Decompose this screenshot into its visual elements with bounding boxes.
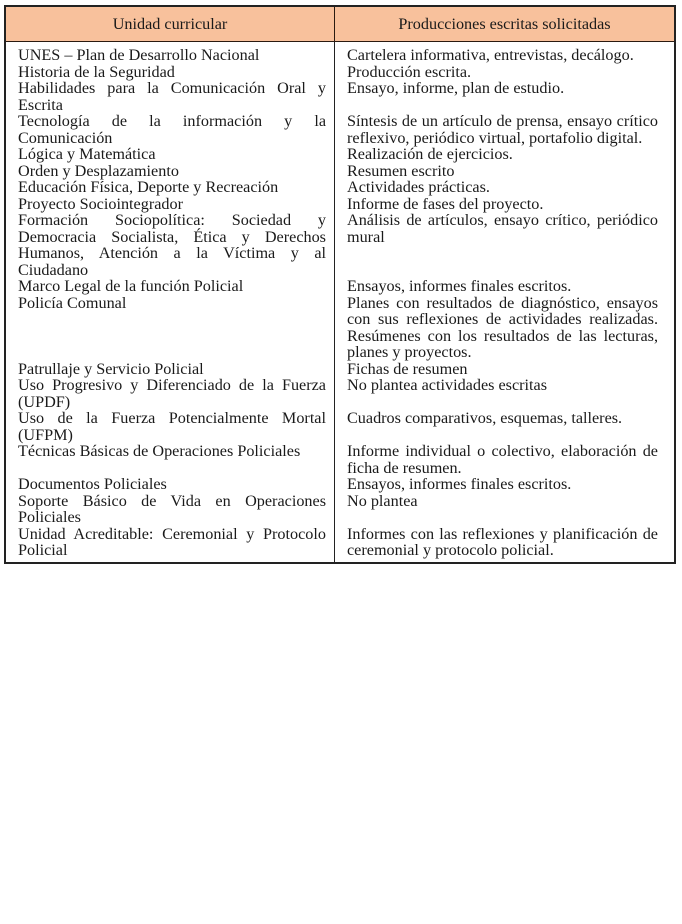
produccion-text: No plantea bbox=[347, 491, 418, 510]
cell-unidad-curricular bbox=[5, 410, 335, 443]
produccion-text: Ensayos, informes finales escritos. bbox=[347, 475, 572, 493]
cell-unidad-curricular bbox=[5, 113, 335, 146]
cell-unidad-curricular bbox=[5, 163, 335, 180]
table-row bbox=[5, 163, 675, 180]
produccion-text: Resumen escrito bbox=[347, 161, 455, 180]
table-row bbox=[5, 493, 675, 526]
cell-produccion-escrita bbox=[335, 476, 676, 493]
cell-unidad-curricular bbox=[5, 377, 335, 410]
curricular-table bbox=[4, 5, 676, 564]
produccion-text: Planes con resultados de diagnóstico, ensayos con sus reflexiones de actividades realizadas. Resúmenes con los resultados de las lecturas, planes y proyectos. bbox=[347, 293, 658, 361]
cell-unidad-curricular bbox=[5, 361, 335, 378]
unidad-text: Patrullaje y Servicio Policial bbox=[18, 359, 204, 378]
unidad-text: Educación Física, Deporte y Recreación bbox=[18, 178, 279, 196]
cell-produccion-escrita bbox=[335, 526, 676, 563]
table-row bbox=[5, 278, 675, 295]
table-row bbox=[5, 526, 675, 563]
produccion-text: Ensayo, informe, plan de estudio. bbox=[347, 79, 565, 97]
unidad-text: Formación Sociopolítica: Sociedad y Democracia Socialista, Ética y Derechos Humanos, Atención a la Víctima y al Ciudadano bbox=[18, 211, 326, 279]
cell-produccion-escrita bbox=[335, 80, 676, 113]
table-row bbox=[5, 361, 675, 378]
table-row bbox=[5, 179, 675, 196]
cell-unidad-curricular bbox=[5, 526, 335, 563]
produccion-text: Informe de fases del proyecto. bbox=[347, 194, 544, 213]
cell-produccion-escrita bbox=[335, 295, 676, 361]
cell-unidad-curricular bbox=[5, 443, 335, 476]
produccion-text: Producción escrita. bbox=[347, 62, 472, 81]
cell-unidad-curricular bbox=[5, 146, 335, 163]
cell-unidad-curricular bbox=[5, 80, 335, 113]
unidad-text: Documentos Policiales bbox=[18, 475, 167, 493]
produccion-text: Realización de ejercicios. bbox=[347, 145, 513, 163]
table-row bbox=[5, 410, 675, 443]
unidad-text: Habilidades para la Comunicación Oral y Escrita bbox=[18, 79, 326, 114]
cell-unidad-curricular bbox=[5, 493, 335, 526]
cell-produccion-escrita bbox=[335, 278, 676, 295]
cell-produccion-escrita bbox=[335, 443, 676, 476]
table-row bbox=[5, 295, 675, 361]
table-row bbox=[5, 377, 675, 410]
cell-unidad-curricular bbox=[5, 295, 335, 361]
cell-unidad-curricular bbox=[5, 179, 335, 196]
cell-unidad-curricular bbox=[5, 212, 335, 278]
table-row bbox=[5, 64, 675, 81]
table-row bbox=[5, 146, 675, 163]
table-body bbox=[5, 42, 675, 563]
produccion-text: Actividades prácticas. bbox=[347, 178, 490, 196]
table-row bbox=[5, 113, 675, 146]
unidad-text: Soporte Básico de Vida en Operaciones Policiales bbox=[18, 491, 326, 526]
unidad-text: Uso de la Fuerza Potencialmente Mortal (UFPM) bbox=[18, 409, 326, 444]
produccion-text: Cuadros comparativos, esquemas, talleres. bbox=[347, 409, 623, 427]
table-row bbox=[5, 80, 675, 113]
produccion-text: Cartelera informativa, entrevistas, decálogo. bbox=[347, 46, 634, 64]
cell-unidad-curricular bbox=[5, 476, 335, 493]
table-row bbox=[5, 212, 675, 278]
produccion-text: Síntesis de un artículo de prensa, ensayo crítico reflexivo, periódico virtual, portafolio digital. bbox=[347, 112, 658, 147]
cell-unidad-curricular bbox=[5, 64, 335, 81]
cell-produccion-escrita bbox=[335, 196, 676, 213]
produccion-text: Ensayos, informes finales escritos. bbox=[347, 277, 572, 295]
unidad-text: UNES – Plan de Desarrollo Nacional bbox=[18, 46, 260, 64]
table-row bbox=[5, 443, 675, 476]
unidad-text: Uso Progresivo y Diferenciado de la Fuerza (UPDF) bbox=[18, 376, 326, 411]
unidad-text: Orden y Desplazamiento bbox=[18, 161, 179, 180]
cell-produccion-escrita bbox=[335, 493, 676, 526]
cell-produccion-escrita bbox=[335, 179, 676, 196]
header-producciones-escritas: Producciones escritas solicitadas bbox=[335, 6, 676, 42]
cell-produccion-escrita bbox=[335, 361, 676, 378]
cell-unidad-curricular bbox=[5, 278, 335, 295]
cell-unidad-curricular bbox=[5, 42, 335, 64]
unidad-text: Lógica y Matemática bbox=[18, 145, 156, 163]
unidad-text: Proyecto Sociointegrador bbox=[18, 194, 183, 213]
table-row bbox=[5, 42, 675, 64]
cell-produccion-escrita bbox=[335, 212, 676, 278]
produccion-text: Informe individual o colectivo, elaboración de ficha de resumen. bbox=[347, 442, 658, 477]
unidad-text: Tecnología de la información y la Comunicación bbox=[18, 112, 326, 147]
unidad-text: Historia de la Seguridad bbox=[18, 62, 175, 81]
cell-produccion-escrita bbox=[335, 42, 676, 64]
table-row bbox=[5, 476, 675, 493]
cell-produccion-escrita bbox=[335, 146, 676, 163]
table-header-row bbox=[5, 6, 675, 42]
produccion-text: Análisis de artículos, ensayo crítico, periódico mural bbox=[347, 211, 658, 246]
cell-unidad-curricular bbox=[5, 196, 335, 213]
table-row bbox=[5, 196, 675, 213]
unidad-text: Técnicas Básicas de Operaciones Policiales bbox=[18, 442, 301, 460]
cell-produccion-escrita bbox=[335, 410, 676, 443]
cell-produccion-escrita bbox=[335, 113, 676, 146]
produccion-text: No plantea actividades escritas bbox=[347, 376, 548, 394]
unidad-text: Marco Legal de la función Policial bbox=[18, 277, 244, 295]
header-unidad-curricular: Unidad curricular bbox=[5, 6, 335, 42]
cell-produccion-escrita bbox=[335, 163, 676, 180]
produccion-text: Fichas de resumen bbox=[347, 359, 468, 378]
produccion-text: Informes con las reflexiones y planificación de ceremonial y protocolo policial. bbox=[347, 524, 658, 559]
cell-produccion-escrita bbox=[335, 64, 676, 81]
unidad-text: Unidad Acreditable: Ceremonial y Protocolo Policial bbox=[18, 524, 326, 559]
unidad-text: Policía Comunal bbox=[18, 293, 127, 312]
cell-produccion-escrita bbox=[335, 377, 676, 410]
